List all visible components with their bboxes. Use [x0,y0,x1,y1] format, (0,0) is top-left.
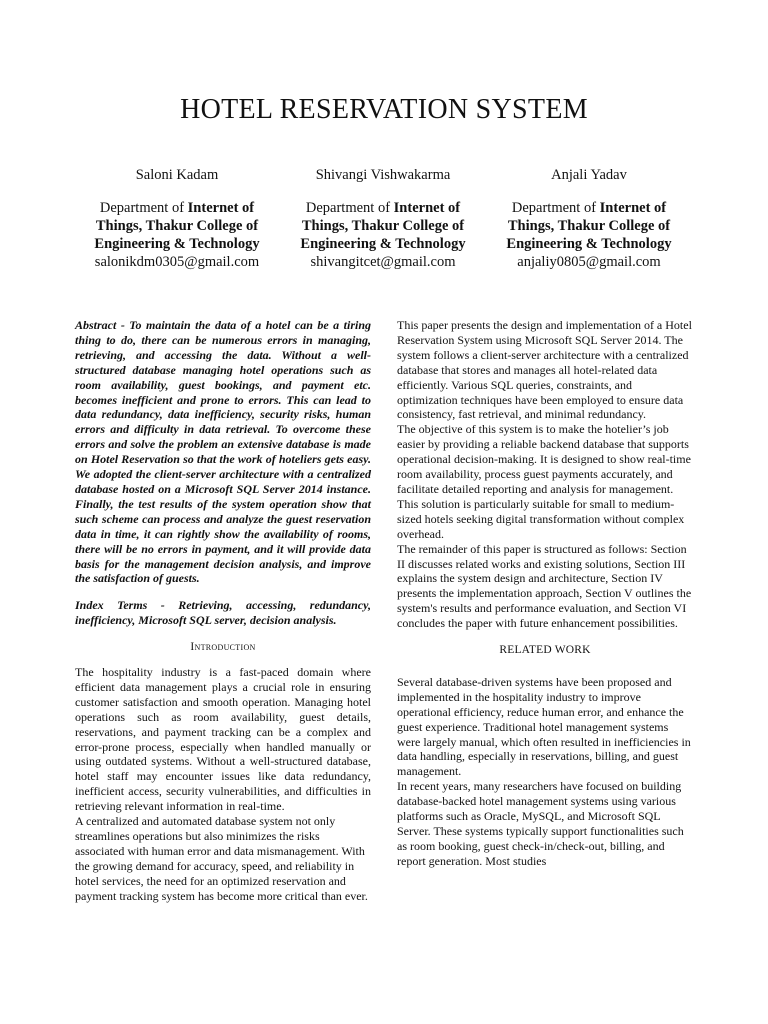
author-email[interactable]: salonikdm0305@gmail.com [94,254,260,270]
author-name: Shivangi Vishwakarma [315,167,451,183]
index-terms: Index Terms - Retrieving, accessing, redundancy, inefficiency, Microsoft SQL server, decision analysis. [75,598,371,628]
author-1 [77,166,277,271]
author-name: Anjali Yadav [551,167,627,183]
author-3 [489,166,689,271]
intro-paragraph: This paper presents the design and implementation of a Hotel Reservation System using Microsoft SQL Server 2014. The system follows a client-server architecture with a centralized database that stores and manages all hotel-related data efficiently. Various SQL queries, constraints, and optimization techniques have been employed to ensure data consistency, fast retrieval, and minimal redundancy. [397,318,692,422]
related-work-paragraph: In recent years, many researchers have focused on building database-backed hotel management systems using various platforms such as Oracle, MySQL, and Microsoft SQL Server. These systems typically support functionalities such as room booking, guest check-in/check-out, billing, and report generation. Most studies [397,779,684,868]
author-affiliation: Department of Internet of Things, Thakur College of Engineering & Technology [300,200,466,252]
author-affiliation: Department of Internet of Things, Thakur College of Engineering & Technology [506,200,672,252]
author-affiliation: Department of Internet of Things, Thakur College of Engineering & Technology [94,200,260,252]
author-email[interactable]: shivangitcet@gmail.com [310,254,456,270]
related-work-paragraph: Several database-driven systems have been proposed and implemented in the hospitality industry to improve operational efficiency, reduce human error, and enhance the guest experience. Traditional hotel management systems were largely manual, which often resulted in inefficiencies in data handling, especially in reservations, billing, and guest management. [397,674,691,779]
section-heading-related-work: RELATED WORK [499,644,591,657]
intro-paragraph: A centralized and automated database system not only streamlines operations but also minimizes the risks associated with human error and data mismanagement. With the growing demand for accuracy, speed, and reliability in hotel services, the need for an optimized reservation and payment tracking system has become more critical than ever. [75,814,368,903]
author-2 [283,166,483,271]
author-block [0,166,768,276]
author-name: Saloni Kadam [135,167,219,183]
abstract: Abstract - To maintain the data of a hotel can be a tiring thing to do, there can be numerous errors in managing, retrieving, and accessing the data. Without a well-structured database managing hotel operations such as room availability, guest bookings, and payment etc. becomes inefficient and prone to errors. This can lead to data redundancy, data inefficiency, security risks, human errors and difficulty in data retrieval. To overcome these errors and solve the problem an extensive database is made on Hotel Reservation so that the work of hoteliers gets easy. We adopted the client-server architecture with a centralized database hosted on a Microsoft SQL Server 2014 instance. Finally, the test results of the system operation show that such scheme can process and analyze the guest reservation data in time, it can rightly show the availability of rooms, there will be no errors in payment, and it will provide data basis for the management decision analysis, and improve the satisfaction of guests. [75,318,371,586]
intro-paragraph: The hospitality industry is a fast-paced domain where efficient data management plays a crucial role in ensuring customer satisfaction and smooth operation. Managing hotel operations such as room availability, guest details, reservations, and payment tracking can be a complex and error-prone process, especially when handled manually or using outdated systems. Without a well-structured database, hotel staff may encounter issues like data redundancy, inefficient access, security vulnerabilities, and difficulties in retrieving relevant information in real-time. [75,665,371,814]
paper-title: HOTEL RESERVATION SYSTEM [180,94,588,125]
section-heading-introduction: Introduction [190,641,256,654]
intro-paragraph: The objective of this system is to make the hotelier’s job easier by providing a reliable backend database that supports operational decision-making. It is designed to show real-time room availability, process guest payments accurately, and facilitate detailed reporting and analysis for management. This solution is particularly suitable for small to medium-sized hotels seeking digital transformation without complex overhead. [397,422,691,541]
author-email[interactable]: anjaliy0805@gmail.com [517,254,661,270]
left-column [75,318,371,904]
intro-paragraph: The remainder of this paper is structured as follows: Section II discusses related works and existing solutions, Section III explains the system design and architecture, Section IV presents the implementation approach, Section V outlines the system's results and performance evaluation, and Section VI concludes the paper with future enhancement possibilities. [397,541,692,631]
right-column [397,318,693,869]
